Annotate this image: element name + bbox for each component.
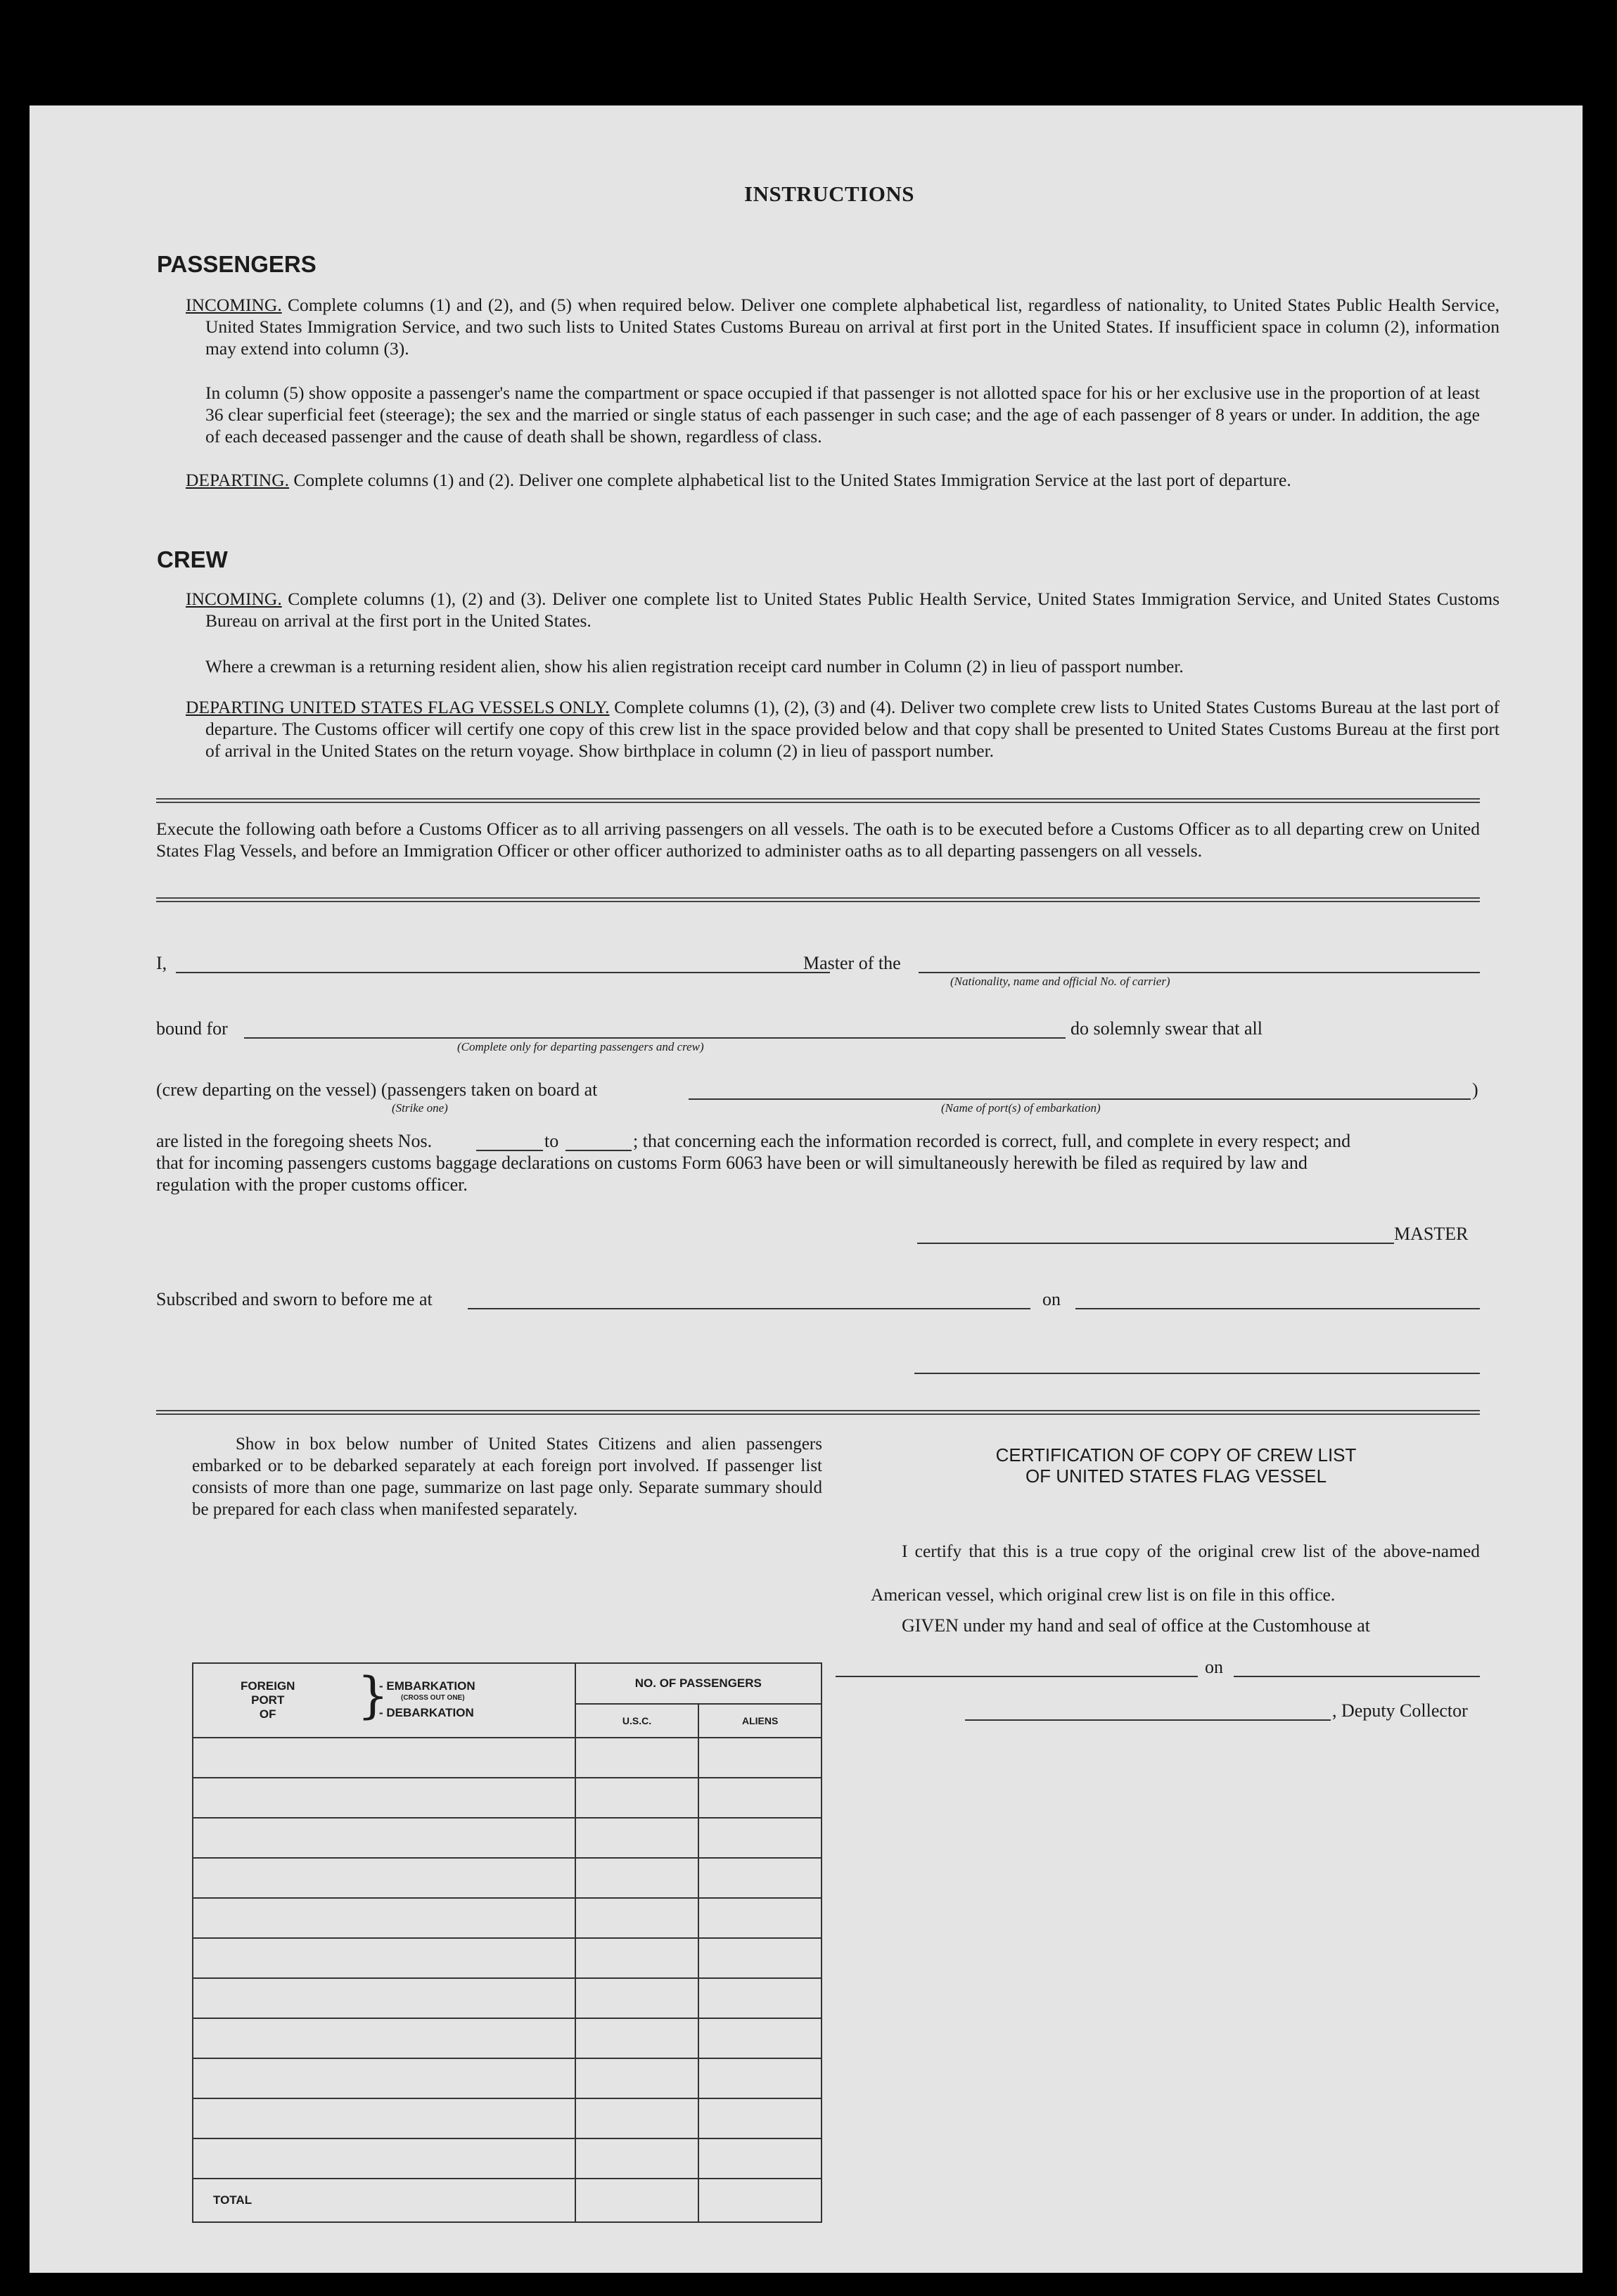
debarkation-label: - DEBARKATION xyxy=(379,1706,474,1719)
usc-cell[interactable] xyxy=(575,2138,699,2179)
port-row xyxy=(193,1818,822,1858)
listed-text-3: that for incoming passengers customs baggage declarations on customs Form 6063 have been or will simultaneously herewith be filed as required by law and xyxy=(156,1153,1308,1173)
passengers-incoming-paragraph xyxy=(186,294,1500,359)
passenger-summary-table xyxy=(192,1662,822,2223)
page-title: INSTRUCTIONS xyxy=(744,181,915,206)
total-label: TOTAL xyxy=(193,2179,575,2222)
aliens-cell[interactable] xyxy=(698,1818,822,1858)
carrier-field[interactable] xyxy=(919,972,1480,973)
crew-departing-label: DEPARTING UNITED STATES FLAG VESSELS ONLY. xyxy=(186,697,610,717)
port-row xyxy=(193,1938,822,1978)
port-cell[interactable] xyxy=(193,2138,575,2179)
usc-header: U.S.C. xyxy=(575,1704,699,1738)
port-cell[interactable] xyxy=(193,2058,575,2098)
crew-departing-paragraph xyxy=(186,696,1500,762)
master-label: MASTER xyxy=(1394,1224,1469,1244)
no-of-passengers-header: NO. OF PASSENGERS xyxy=(575,1663,822,1704)
subscribed-date-field[interactable] xyxy=(1075,1308,1480,1309)
listed-text-4: regulation with the proper customs officer. xyxy=(156,1174,468,1195)
of-label: OF xyxy=(259,1707,276,1721)
summary-instructions: Show in box below number of United States Citizens and alien passengers embarked or to be debarked separately at each foreign port involved. If passenger list consists of more than one page, summarize on last page only. Separate summary should be prepared for each class when manifested separately. xyxy=(192,1435,822,1519)
port-row xyxy=(193,2098,822,2138)
master-of-the-label: Master of the xyxy=(803,953,901,973)
certification-heading-2: OF UNITED STATES FLAG VESSEL xyxy=(1025,1466,1327,1487)
passengers-departing-text: Complete columns (1) and (2). Deliver one complete alphabetical list to the United States Immigration Service at the last port of departure. xyxy=(293,470,1291,490)
total-usc-cell[interactable] xyxy=(575,2179,699,2222)
crew-passengers-choice: (crew departing on the vessel) (passengers taken on board at xyxy=(156,1079,598,1100)
deputy-collector-label: , Deputy Collector xyxy=(1332,1700,1468,1721)
given-text: GIVEN under my hand and seal of office at the Customhouse at xyxy=(902,1615,1370,1636)
port-cell[interactable] xyxy=(193,1738,575,1778)
usc-cell[interactable] xyxy=(575,1898,699,1938)
aliens-cell[interactable] xyxy=(698,1778,822,1818)
port-caption: (Name of port(s) of embarkation) xyxy=(941,1101,1101,1115)
aliens-cell[interactable] xyxy=(698,2098,822,2138)
certification-text: I certify that this is a true copy of the original crew list of the above-named American vessel, which original crew list is on file in this office. xyxy=(871,1541,1480,1605)
officer-signature-field[interactable] xyxy=(914,1373,1480,1374)
aliens-cell[interactable] xyxy=(698,1978,822,2018)
passengers-incoming-text: Complete columns (1) and (2), and (5) when required below. Deliver one complete alphabetical list, regardless of nationality, to United States Public Health Service, United States Immigration Service, and two such lists to United States Customs Bureau on arrival at first port in the United States. If insufficient space in column (2), information may extend into column (3). xyxy=(205,295,1500,359)
embarkation-label: - EMBARKATION xyxy=(379,1679,475,1693)
divider xyxy=(156,897,1480,902)
on-label: on xyxy=(1042,1289,1061,1309)
total-aliens-cell[interactable] xyxy=(698,2179,822,2222)
oath-i-label: I, xyxy=(156,953,167,973)
certification-date-field[interactable] xyxy=(1234,1676,1480,1677)
form-sheet xyxy=(30,105,1583,2273)
sheet-from-field[interactable] xyxy=(476,1150,543,1151)
subscribed-label: Subscribed and sworn to before me at xyxy=(156,1289,433,1309)
crew-resident-paragraph: Where a crewman is a returning resident alien, show his alien registration receipt card number in Column (2) in lieu of passport number. xyxy=(205,656,1184,676)
bound-for-label: bound for xyxy=(156,1018,228,1039)
port-row xyxy=(193,1778,822,1818)
port-header-cell xyxy=(193,1663,575,1738)
divider xyxy=(156,798,1480,803)
crew-incoming-paragraph xyxy=(186,588,1500,631)
usc-cell[interactable] xyxy=(575,1778,699,1818)
deputy-signature-field[interactable] xyxy=(965,1719,1331,1721)
port-cell[interactable] xyxy=(193,1778,575,1818)
close-paren: ) xyxy=(1472,1079,1478,1100)
port-row xyxy=(193,1978,822,2018)
foreign-label: FOREIGN xyxy=(241,1679,295,1693)
port-cell[interactable] xyxy=(193,1898,575,1938)
usc-cell[interactable] xyxy=(575,1818,699,1858)
passengers-departing-paragraph xyxy=(186,469,1500,491)
listed-text-2: ; that concerning each the information recorded is correct, full, and complete in every respect; and xyxy=(633,1131,1351,1151)
port-label: PORT xyxy=(251,1693,285,1707)
listed-sheets-text: are listed in the foregoing sheets Nos. xyxy=(156,1131,433,1151)
aliens-cell[interactable] xyxy=(698,2058,822,2098)
carrier-caption: (Nationality, name and official No. of carrier) xyxy=(950,975,1170,988)
swear-text: do solemnly swear that all xyxy=(1070,1018,1263,1039)
aliens-cell[interactable] xyxy=(698,2018,822,2058)
crew-incoming-text: Complete columns (1), (2) and (3). Deliver one complete list to United States Public Health Service, United States Immigration Service, and United States Customs Bureau on arrival at the first port in the United States. xyxy=(205,589,1500,631)
usc-cell[interactable] xyxy=(575,1978,699,2018)
port-rows xyxy=(193,1738,822,2179)
usc-cell[interactable] xyxy=(575,2058,699,2098)
aliens-cell[interactable] xyxy=(698,2138,822,2179)
port-cell[interactable] xyxy=(193,2018,575,2058)
strike-one-caption: (Strike one) xyxy=(392,1101,448,1115)
bound-for-field[interactable] xyxy=(244,1037,1066,1039)
port-row xyxy=(193,2138,822,2179)
certification-on-label: on xyxy=(1205,1657,1223,1677)
bound-for-caption: (Complete only for departing passengers and crew) xyxy=(457,1040,704,1053)
port-cell[interactable] xyxy=(193,1978,575,2018)
port-row xyxy=(193,2018,822,2058)
usc-cell[interactable] xyxy=(575,2098,699,2138)
passengers-departing-label: DEPARTING. xyxy=(186,470,289,490)
port-cell[interactable] xyxy=(193,1858,575,1898)
brace-icon: } xyxy=(357,1667,389,1724)
oath-intro: Execute the following oath before a Customs Officer as to all arriving passengers on all vessels. The oath is to be executed before a Customs Officer as to all departing crew on United States Flag Vessels, and before an Immigration Officer or other officer authorized to administer oaths as to all departing passengers on all vessels. xyxy=(156,819,1480,861)
usc-cell[interactable] xyxy=(575,1858,699,1898)
port-row xyxy=(193,1858,822,1898)
usc-cell[interactable] xyxy=(575,1938,699,1978)
aliens-cell[interactable] xyxy=(698,1898,822,1938)
certification-heading-1: CERTIFICATION OF COPY OF CREW LIST xyxy=(995,1444,1357,1466)
port-cell[interactable] xyxy=(193,1818,575,1858)
to-label: to xyxy=(544,1131,559,1151)
master-name-field[interactable] xyxy=(176,972,830,973)
passengers-column5-paragraph: In column (5) show opposite a passenger's name the compartment or space occupied if that passenger is not allotted space for his or her exclusive use in the proportion of at least 36 clear superficial feet (steerage); the sex and the married or single status of each passenger in such case; and the age of each passenger of 8 years or under. In addition, the age of each deceased passenger and the cause of death shall be shown, regardless of class. xyxy=(205,383,1480,447)
master-signature-field[interactable] xyxy=(917,1243,1394,1244)
usc-cell[interactable] xyxy=(575,2018,699,2058)
aliens-cell[interactable] xyxy=(698,1738,822,1778)
divider xyxy=(156,1410,1480,1415)
subscribed-place-field[interactable] xyxy=(468,1308,1030,1309)
port-cell[interactable] xyxy=(193,1938,575,1978)
port-row xyxy=(193,2058,822,2098)
passengers-incoming-label: INCOMING. xyxy=(186,295,282,315)
port-row xyxy=(193,1898,822,1938)
crew-departing-text: Complete columns (1), (2), (3) and (4). Deliver two complete crew lists to United States Customs Bureau at the last port of departure. The Customs officer will certify one copy of this crew list in the space provided below and that copy shall be presented to United States Customs Bureau at the first port of arrival in the United States on the return voyage. Show birthplace in column (2) in lieu of passport number. xyxy=(205,697,1500,761)
crew-heading: CREW xyxy=(157,546,228,572)
port-row xyxy=(193,1738,822,1778)
usc-cell[interactable] xyxy=(575,1738,699,1778)
customhouse-field[interactable] xyxy=(836,1676,1198,1677)
aliens-cell[interactable] xyxy=(698,1858,822,1898)
aliens-cell[interactable] xyxy=(698,1938,822,1978)
port-cell[interactable] xyxy=(193,2098,575,2138)
sheet-to-field[interactable] xyxy=(565,1150,632,1151)
cross-out-label: (CROSS OUT ONE) xyxy=(401,1694,465,1702)
crew-incoming-label: INCOMING. xyxy=(186,589,282,609)
aliens-header: ALIENS xyxy=(698,1704,822,1738)
passengers-heading: PASSENGERS xyxy=(157,251,317,277)
embarkation-port-field[interactable] xyxy=(689,1098,1471,1100)
